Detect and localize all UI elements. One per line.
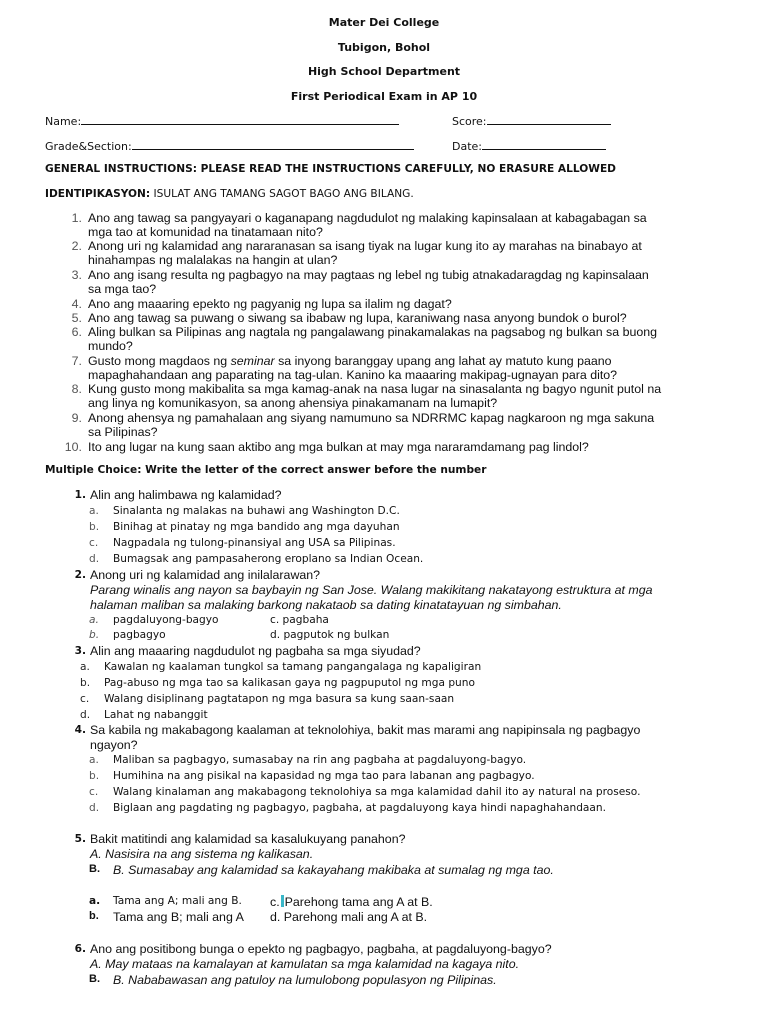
mc-q5-statement-a: A. Nasisira na ang sistema ng kalikasan. — [90, 847, 314, 861]
mc-q1-option-c[interactable]: c. Nagpadala ng tulong-pinansiyal ang USA sa Pilipinas. — [89, 537, 396, 549]
mc-q3-option-d[interactable]: d. Lahat ng nabanggit — [80, 709, 208, 721]
mc-q2-option-b[interactable]: pagbagyo — [113, 629, 166, 641]
identification-text: ISULAT ANG TAMANG SAGOT BAGO ANG BILANG. — [150, 188, 414, 200]
mc-q2-option-row-1: a. pagdaluyong-bagyo c. pagbaha — [89, 614, 329, 626]
mc-q2-option-d[interactable]: d. pagputok ng bulkan — [270, 629, 390, 641]
id-item-3: 3. Ano ang isang resulta ng pagbagyo na may pagtaas ng lebel ng tubig atnakadaragdag ng kapinsalaan sa mga tao? — [71, 268, 649, 296]
mc-q3-option-a[interactable]: a. Kawalan ng kaalaman tungkol sa tamang pangangalaga ng kapaligiran — [80, 661, 482, 673]
grade-section-field[interactable] — [45, 140, 414, 153]
mc-q5-option-a[interactable]: Tama ang A; mali ang B. — [113, 895, 242, 907]
date-label: Date: — [452, 140, 482, 153]
id-item-5: 5. Ano ang tawag sa puwang o siwang sa ibabaw ng lupa, karaniwang nasa anyong bundok o burol? — [71, 311, 627, 325]
mc-q2-option-c[interactable]: c. pagbaha — [270, 614, 329, 626]
mc-q4-option-b[interactable]: b. Humihina na ang pisikal na kapasidad ng mga tao para labanan ang pagbagyo. — [89, 770, 535, 782]
id-item-10: 10. Ito ang lugar na kung saan aktibo ang mga bulkan at may mga nararamdamang pag lindol? — [64, 440, 589, 454]
score-label: Score: — [452, 115, 487, 128]
mc-q4-option-c[interactable]: c. Walang kinalaman ang makabagong teknolohiya sa mga kalamidad dahil ito ay natural na proseso. — [89, 786, 641, 798]
mc-q6-statement-a: A. May mataas na kamalayan at kamulatan sa mga kalamidad na kagaya nito. — [90, 957, 520, 971]
id-item-1: 1. Ano ang tawag sa pangyayari o kaganapang nagdudulot ng malaking kapinsalaan at kabagabagan sa mga tao at komunidad na tinatamaan nito? — [71, 211, 647, 239]
mc-q5-option-c[interactable]: c. Parehong tama ang A at B. — [270, 895, 433, 909]
identification-instruction — [45, 188, 414, 200]
mc-question-6: 6. Ano ang positibong bunga o epekto ng pagbagyo, pagbaha, at pagdaluyong-bagyo? — [74, 942, 552, 956]
name-field[interactable] — [45, 115, 399, 128]
text-cursor-icon — [281, 895, 284, 907]
identification-label: IDENTIPIKASYON: — [45, 188, 151, 200]
id-item-7: 7. Gusto mong magdaos ng seminar sa inyong baranggay upang ang lahat ay matuto kung paano mapaghahandaan ang paparating na tag-ulan. Kanino ka maaaring makipag-ugnayan para dito? — [71, 354, 618, 382]
mc-q4-option-d[interactable]: d. Biglaan ang pagdating ng pagbagyo, pagbaha, at pagdaluyong kaya hindi napaghahandaan. — [89, 802, 606, 814]
mc-q1-option-d[interactable]: d. Bumagsak ang pampasaherong eroplano sa Indian Ocean. — [89, 553, 424, 565]
mc-q1-option-b[interactable]: b. Binihag at pinatay ng mga bandido ang mga dayuhan — [89, 521, 400, 533]
name-label: Name: — [45, 115, 82, 128]
mc-question-5: 5. Bakit matitindi ang kalamidad sa kasalukuyang panahon? — [74, 832, 406, 846]
school-location: Tubigon, Bohol — [337, 41, 431, 54]
mc-q2-option-a[interactable]: pagdaluyong-bagyo — [113, 614, 219, 626]
mc-q3-option-c[interactable]: c. Walang disiplinang pagtatapon ng mga basura sa kung saan-saan — [80, 693, 455, 705]
mc-q2-option-row-2: b. pagbagyo d. pagputok ng bulkan — [89, 629, 390, 641]
mc-q5-option-row-2: b. Tama ang B; mali ang A d. Parehong mali ang A at B. — [89, 910, 428, 924]
mc-q5-option-row-1: a. Tama ang A; mali ang B. c. Parehong tama ang A at B. — [89, 895, 433, 909]
mc-q5-statement-b: B. B. Sumasabay ang kalamidad sa kakayahang makibaka at sumalag ng mga tao. — [89, 863, 554, 877]
mc-q2-scenario: Parang winalis ang nayon sa baybayin ng San Jose. Walang makikitang nakatayong estruktura at mga halaman maliban sa malaking barkong nakataob sa dating kinatatayuan ng simbahan. — [90, 583, 653, 612]
grade-section-label: Grade&Section: — [45, 140, 132, 153]
mc-q5-option-d[interactable]: d. Parehong mali ang A at B. — [270, 910, 428, 924]
mc-question-4: 4. Sa kabila ng makabagong kaalaman at teknolohiya, bakit mas marami ang napipinsala ng pagbagyo ngayon? — [74, 723, 641, 752]
mc-q3-option-b[interactable]: b. Pag-abuso ng mga tao sa kalikasan gaya ng pagpuputol ng mga puno — [80, 677, 475, 689]
mc-question-1: 1. Alin ang halimbawa ng kalamidad? — [74, 488, 282, 502]
multiple-choice-instruction: Multiple Choice: Write the letter of the correct answer before the number — [45, 464, 487, 476]
mc-question-2: 2. Anong uri ng kalamidad ang inilalarawan? — [74, 568, 321, 582]
mc-q5-option-b[interactable]: Tama ang B; mali ang A — [113, 910, 244, 924]
date-field[interactable] — [452, 140, 606, 153]
id-item-8: 8. Kung gusto mong makibalita sa mga kamag-anak na nasa lugar na sinasalanta ng bagyo ngunit putol na ang linya ng komunikasyon, sa anong ahensiya pinakamanam na lumapit? — [71, 382, 662, 410]
mc-q4-option-a[interactable]: a. Maliban sa pagbagyo, sumasabay na rin ang pagbaha at pagdaluyong-bagyo. — [89, 754, 527, 766]
general-instructions: GENERAL INSTRUCTIONS: PLEASE READ THE INSTRUCTIONS CAREFULLY, NO ERASURE ALLOWED — [45, 163, 616, 175]
mc-q6-statement-b: B. B. Nababawasan ang patuloy na lumulobong populasyon ng Pilipinas. — [89, 973, 497, 987]
id-item-6: 6. Aling bulkan sa Pilipinas ang nagtala ng pangalawang pinakamalakas na pagsabog ng bulkan sa buong mundo? — [71, 325, 658, 353]
id-item-2: 2. Anong uri ng kalamidad ang nararanasan sa isang tiyak na lugar kung ito ay marahas na binabayo at hinahampas ng malalakas na hangin at ulan? — [71, 239, 642, 267]
date-blank[interactable] — [482, 140, 606, 150]
exam-title: First Periodical Exam in AP 10 — [290, 90, 478, 103]
name-blank[interactable] — [81, 115, 399, 125]
mc-q1-option-a[interactable]: a. Sinalanta ng malakas na buhawi ang Washington D.C. — [89, 505, 400, 517]
school-name: Mater Dei College — [328, 16, 440, 29]
grade-section-blank[interactable] — [132, 140, 414, 150]
score-field[interactable] — [452, 115, 611, 128]
mc-question-3: 3. Alin ang maaaring nagdudulot ng pagbaha sa mga siyudad? — [74, 644, 421, 658]
department-name: High School Department — [307, 65, 461, 78]
id-item-9: 9. Anong ahensya ng pamahalaan ang siyang namumuno sa NDRRMC kapag nagkaroon ng mga sakuna sa Pilipinas? — [71, 411, 655, 439]
id-item-4: 4. Ano ang maaaring epekto ng pagyanig ng lupa sa ilalim ng dagat? — [71, 297, 452, 311]
score-blank[interactable] — [487, 115, 611, 125]
